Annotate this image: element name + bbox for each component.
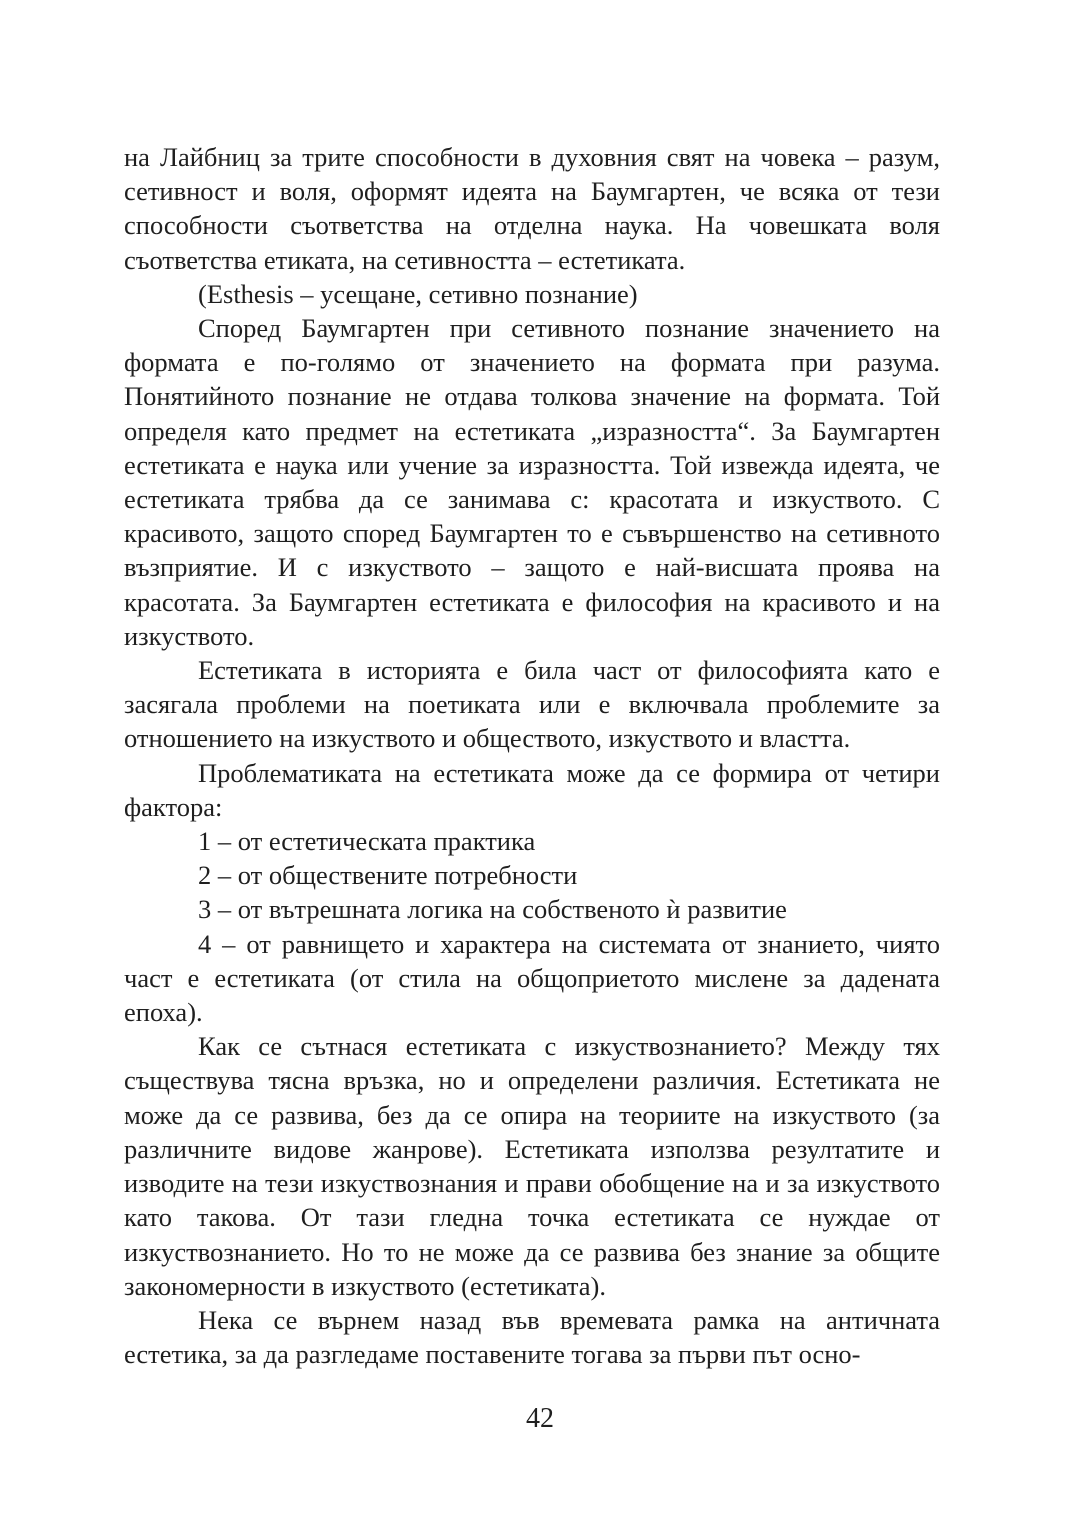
paragraph-antique-aesthetics: Нека се върнем назад във времевата рамка на античната естетика, за да разгледаме поставените тогава за първи път осно- xyxy=(124,1304,940,1370)
page-body xyxy=(124,140,940,1371)
list-item-factor-1: 1 – от естетическата практика xyxy=(198,826,536,857)
list-item-factor-4: 4 – от равнището и характера на системата от знанието, чиято част е естетиката (от стила на общоприетото мислене за дадената епоха). xyxy=(124,928,940,1028)
list-item-factor-3: 3 – от вътрешната логика на собственото ѝ развитие xyxy=(198,894,787,925)
list-item-factor-2: 2 – от обществените потребности xyxy=(198,860,578,891)
paragraph-continuation: на Лайбниц за трите способности в духовния свят на човека – разум, сетивност и воля, оформят идеята на Баумгартен, че всяка от тези способности съответства на отделна наука. На човешката воля съответства етиката, на сетивността – естетиката. xyxy=(124,142,940,275)
paragraph-baumgarten: Според Баумгартен при сетивното познание значението на формата е по-голямо от значението на формата при разума. Понятийното познание не отдава толкова значение на формата. Той определя като предмет на естетиката „изразността“. За Баумгартен естетиката е наука или учение за изразността. Той извежда идеята, че естетиката трябва да се занимава с: красотата и изкуството. С красивото, защото според Баумгартен то е съвършенство на сетивното възприятие. И с изкуството – защото е най-висшата проява на красотата. За Баумгартен естетиката е философия на красивото и на изкуството. xyxy=(124,313,940,651)
paragraph-art-studies: Как се сътнася естетиката с изкуствознанието? Между тях съществува тясна връзка, но и определени различия. Естетиката не може да се развива, без да се опира на теориите на изкуството (за различните видове жанрове). Естетиката използва резултатите и изводите на тези изкуствознания и прави обобщение на и за изкуството като такова. От тази гледна точка естетиката се нуждае от изкуствознанието. Но то не може да се развива без знание за общите закономерности в изкуството (естетиката). xyxy=(124,1031,940,1301)
paragraph-factors-intro: Проблематиката на естетиката може да се формира от четири фактора: xyxy=(124,757,940,822)
page-number: 42 xyxy=(526,1403,554,1434)
paragraph-esthesis-note: (Esthesis – усещане, сетивно познание) xyxy=(198,278,638,309)
paragraph-history: Естетиката в историята е била част от философията като е засягала проблеми на поетиката или е включвала проблемите за отношението на изкуството и обществото, изкуството и властта. xyxy=(124,655,940,754)
